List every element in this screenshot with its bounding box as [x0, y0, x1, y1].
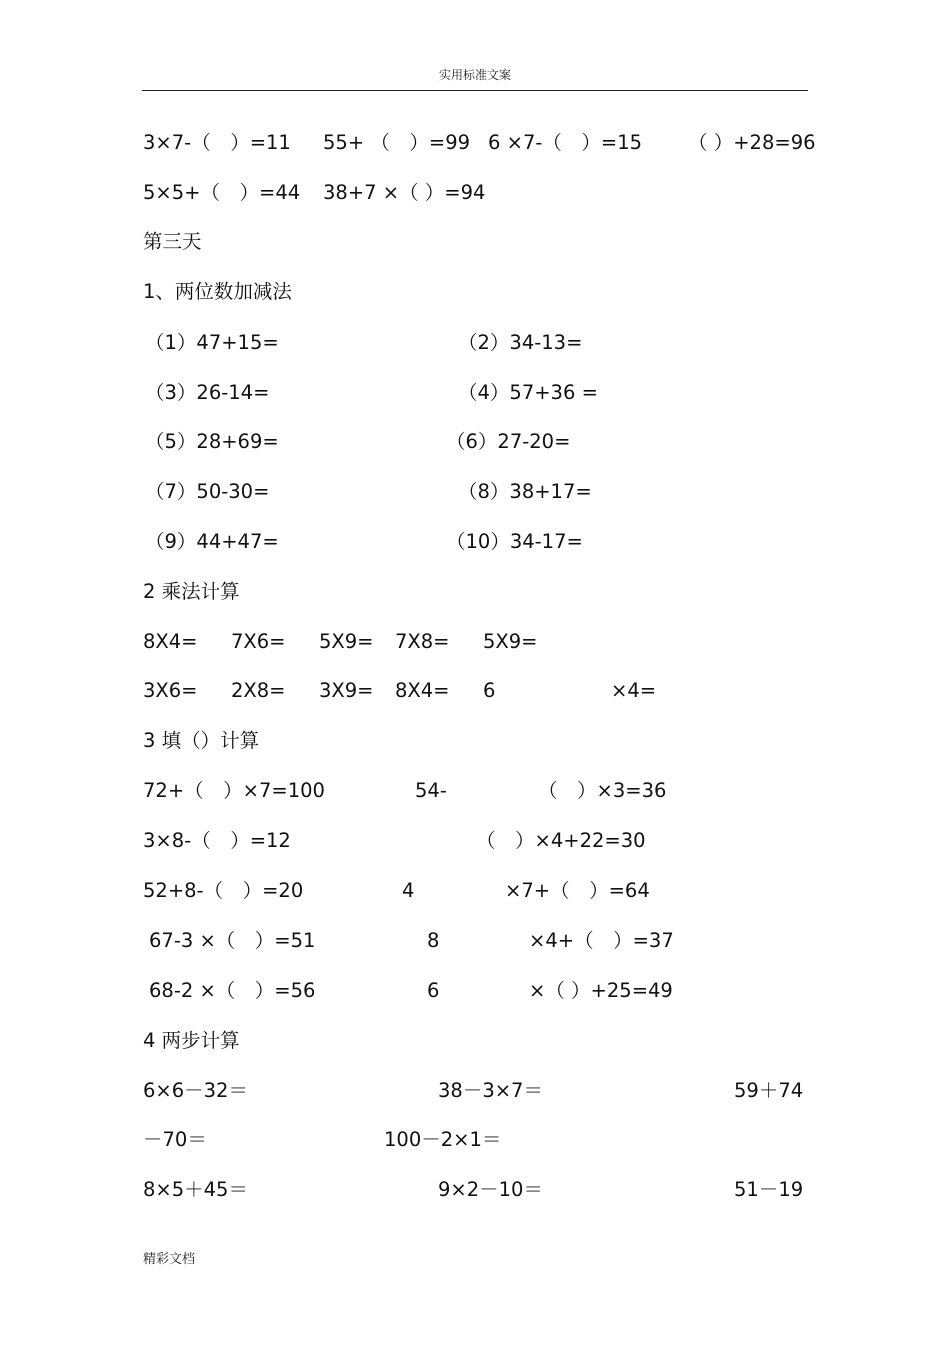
exercise-item: 54- [415, 779, 447, 802]
section-title: 4 两步计算 [143, 1029, 240, 1052]
equation: 6 ×7-（ ）=15 [488, 131, 643, 154]
exercise-item: 8X4= [395, 679, 450, 702]
equation: 55+ （ ）=99 [323, 131, 471, 154]
exercise-item: （4）57+36 = [458, 381, 598, 404]
exercise-item: 9×2－10＝ [438, 1178, 543, 1201]
exercise-item: 5X9= [319, 630, 374, 653]
exercise-item: ×4= [611, 679, 657, 702]
exercise-item: 3×8-（ ）=12 [143, 829, 291, 852]
exercise-item: （1）47+15= [145, 331, 279, 354]
exercise-item: 51－19 [734, 1178, 804, 1201]
exercise-item: 5X9= [483, 630, 538, 653]
page-footer: 精彩文档 [143, 1252, 196, 1267]
page-header: 实用标准文案 [438, 68, 511, 82]
exercise-item: 100－2×1＝ [384, 1128, 502, 1151]
section-title: 3 填（）计算 [143, 729, 260, 752]
equation: 5×5+（ ）=44 [143, 181, 301, 204]
exercise-item: 6 [483, 679, 496, 702]
exercise-item: －70＝ [143, 1128, 207, 1151]
exercise-item: （2）34-13= [458, 331, 583, 354]
exercise-item: ×（ ）+25=49 [529, 979, 673, 1002]
exercise-item: （ ）×3=36 [538, 779, 667, 802]
exercise-item: 3X6= [143, 679, 198, 702]
exercise-item: 8X4= [143, 630, 198, 653]
exercise-item: 4 [402, 879, 415, 902]
exercise-item: 52+8-（ ）=20 [143, 879, 304, 902]
exercise-item: （8）38+17= [458, 480, 592, 503]
equation: 38+7 ×（ ）=94 [323, 181, 486, 204]
exercise-item: 8 [427, 929, 440, 952]
exercise-item: ×7+（ ）=64 [505, 879, 650, 902]
exercise-item: （10）34-17= [446, 530, 583, 553]
exercise-item: 59＋74 [734, 1079, 804, 1102]
exercise-item: 6 [427, 979, 440, 1002]
exercise-item: 3X9= [319, 679, 374, 702]
exercise-item: （3）26-14= [145, 381, 270, 404]
day-title: 第三天 [143, 230, 202, 253]
exercise-item: 67-3 ×（ ）=51 [149, 929, 316, 952]
exercise-item: （7）50-30= [145, 480, 270, 503]
section-title: 1、两位数加减法 [143, 280, 292, 303]
exercise-item: 8×5＋45＝ [143, 1178, 248, 1201]
equation: 3×7-（ ）=11 [143, 131, 291, 154]
exercise-item: 7X8= [395, 630, 450, 653]
equation: （ ）+28=96 [688, 131, 816, 154]
exercise-item: 6×6－32＝ [143, 1079, 248, 1102]
exercise-item: （ ）×4+22=30 [476, 829, 646, 852]
exercise-item: 7X6= [231, 630, 286, 653]
exercise-item: （6）27-20= [446, 430, 571, 453]
exercise-item: （9）44+47= [145, 530, 279, 553]
exercise-item: 38－3×7＝ [438, 1079, 543, 1102]
exercise-item: ×4+（ ）=37 [529, 929, 674, 952]
exercise-item: 2X8= [231, 679, 286, 702]
header-rule [142, 90, 808, 91]
exercise-item: （5）28+69= [145, 430, 279, 453]
section-title: 2 乘法计算 [143, 580, 240, 603]
exercise-item: 72+（ ）×7=100 [143, 779, 325, 802]
exercise-item: 68-2 ×（ ）=56 [149, 979, 316, 1002]
